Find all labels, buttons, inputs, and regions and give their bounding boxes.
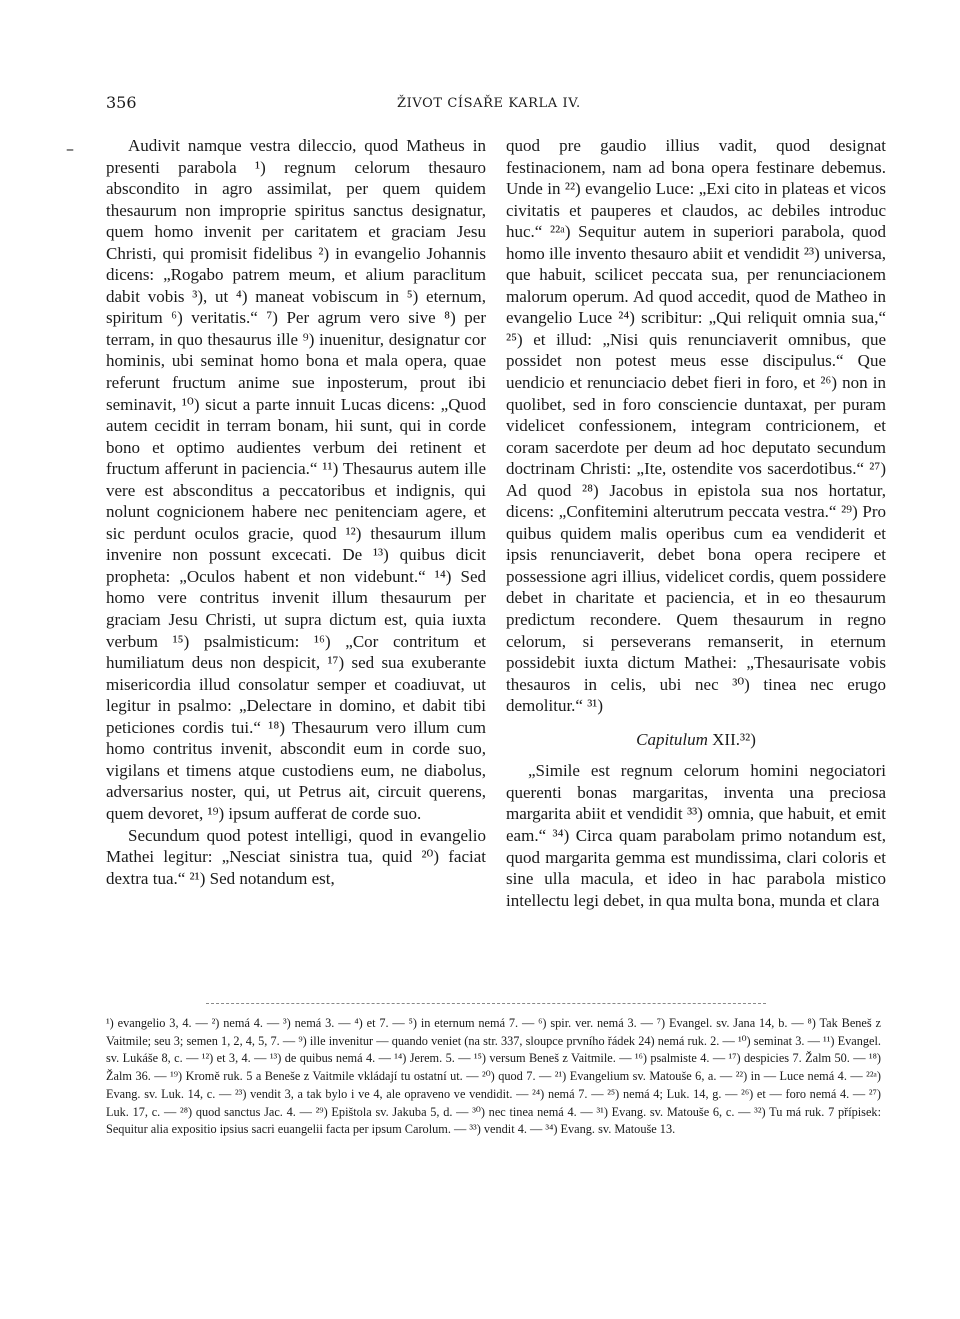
- paragraph-right-1: quod pre gaudio illius vadit, quod designat festinacionem, nam ad bona opera festinare debemus. Unde in ²²) evangelio Luce: „Exi cito in plateas et vicos civitatis et pauperes et claudos, ac debiles introduc huc.“ ²²ᵃ) Sequitur autem in superiori parabola, quod homo ille invento thesauro abiit et vendidit ²³) universa, que habuit, scilicet peccata sua, per renunciacionem malorum operum. Ad quod accedit, quod de Matheo in evangelio Luce ²⁴) scribitur: „Qui reliquit omnia sua,“ ²⁵) et illud: „Nisi quis renunciaverit omnibus, que possidet non potest meus esse discipulus.“ Que uendicio et renunciacio debet fieri in foro, et ²⁶) non in quolibet, sed in foro consciencie duntaxat, per puram videlicet confessionem, integram contricionem, et coram sacerdote per deum ad hoc deputato secundum doctrinam Christi: „Ite, ostendite vos sacerdotibus.“ ²⁷) Ad quod ²⁸) Jacobus in epistola sua nos hortatur, dicens: „Confitemini alterutrum peccata vestra.“ ²⁹) Pro quibus quidem malis operibus cum ea vendiderit et ipsis renunciaverit, debet bona opera recipere et possessione agri illius, videlicet cordis, quem possidere debet in charitate et paciencia, et in eo thesaurum predictum recondere. Quem thesaurum in regno celorum, si perseverans remanserit, in eternum possidebit iuxta dictum Mathei: „Thesaurisate vobis thesauros in celis, ubi nec ³⁰) tinea nec erugo demolitur.“ ³¹): [506, 136, 886, 716]
- footnotes: [106, 1015, 881, 1139]
- chapter-heading: [506, 729, 886, 751]
- paragraph-left-1: Audivit namque vestra dileccio, quod Matheus in presenti parabola ¹) regnum celorum thesauro abscondito in agro assimilat, per quem quidem thesaurum non improprie spiritus sanctus designatur, quem homo invenit per caritatem et graciam Jesu Christi, qui promisit fidelibus ²) in evangelio Johannis dicens: „Rogabo patrem meum, et alium paraclitum dabit vobis ³), ut ⁴) maneat vobiscum in ⁵) eternum, spiritum ⁶) veritatis.“ ⁷) Per agrum vero sive ⁸) per terram, in quo thesaurus ille ⁹) inuenitur, designatur cor hominis, ubi seminat homo bona et mala opera, quae referunt fructum anime sue inposterum, prout ibi seminavit, ¹⁰) sicut a parte innuit Lucas dicens: „Quod autem cecidit in terram bonam, hii sunt, qui in corde bono et optimo audientes verbum dei retinent et fructum afferunt in paciencia.“ ¹¹) Thesaurus autem ille vere est absconditus a peccatoribus et indignis, qui nolunt cognicionem habere nec penitenciam agere, et sic perdunt oculos gracie, quod ¹²) thesaurum illum invenire non possunt excecati. De ¹³) quibus dicit propheta: „Oculos habent et non videbunt.“ ¹⁴) Sed homo vere contritus invenit illum thesaurum per graciam Jesu Christi, ut supra dictum est, quia iuxta verbum ¹⁵) psalmisticum: ¹⁶) „Cor contritum et humiliatum deus non despicit, ¹⁷) sed sua exuberante misericordia illud consolatur semper et coadiuvat, ut legitur in psalmo: „Delectare in domino, et dabit tibi peticiones cordis tui.“ ¹⁸) Thesaurum vero illum cum homo contritus invenit, abscondit eum in corde suo, vigilans et timens atque custodiens eum, ne diabolus, adversarius noster, qui, ut Petrus ait, circuit querens, quem devoret, ¹⁹) ipsum aufferat de corde suo.: [106, 136, 486, 823]
- margin-mark: –: [66, 139, 74, 158]
- paragraph-left-2: Secundum quod potest intelligi, quod in evangelio Mathei legitur: „Nesciat sinistra tua, quid ²⁰) faciat dextra tua.“ ²¹) Sed notandum est,: [106, 825, 486, 888]
- chapter-title: Capitulum: [636, 729, 708, 749]
- paragraph-right-2: „Simile est regnum celorum homini negociatori querenti bonas margaritas, inventa una preciosa margarita abiit et vendidit ³³) omnia, que habuit, et emit eam.“ ³⁴) Circa quam parabolam primo notandum est, quod margarita gemma est mundissima, clari coloris et sine ulla macula, et ideo in hac parabola mistico intellectu legi debet, in qua multa bona, munda et clara: [506, 761, 886, 910]
- footnote-rule: [206, 1003, 766, 1004]
- footnotes-text: ¹) evangelio 3, 4. — ²) nemá 4. — ³) nemá 3. — ⁴) et 7. — ⁵) in eternum nemá 7. — ⁶) spir. ver. nemá 3. — ⁷) Evangel. sv. Jana 14, b. — ⁸) Tak Beneš z Vaitmile; seu 3; semen 1, 2, 4, 5, 7. — ⁹) ille invenitur — quando veniet (na str. 337, sloupce prvního řádek 24) nemá ruk. 2. — ¹⁰) seminat 3. — ¹¹) Evangel. sv. Lukáše 8, c. — ¹²) et 3, 4. — ¹³) de quibus nemá 4. — ¹⁴) Jerem. 5. — ¹⁵) versum Beneš z Vaitmile. — ¹⁶) psalmiste 4. — ¹⁷) despicies 7. Žalm 50. — ¹⁸) Žalm 36. — ¹⁹) Kromě ruk. 5 a Beneše z Vaitmile vkládají tu ostatní ut. — ²⁰) quod 7. — ²¹) Evangelium sv. Matouše 6, a. — ²²) in — Luce nemá 4. — ²²ᵃ) Evang. sv. Luk. 14, c. — ²³) vendit 3, a tak bylo i ve 4, ale opraveno ve vendidit. — ²⁴) nemá 7. — ²⁵) nemá 4; Luk. 14, g. — ²⁶) et — foro nemá 4. — ²⁷) Luk. 17, c. — ²⁸) quod sanctus Jac. 4. — ²⁹) Epištola sv. Jakuba 5, d. — ³⁰) nec tinea nemá 4. — ³¹) Evang. sv. Matouše 6, c. — ³²) Tu má ruk. 7 přípisek: Sequitur alia expositio ipsius sacri euangelii facta per ipsum Carolum. — ³³) vendit 4. — ³⁴) Evang. sv. Matouše 13.: [106, 1016, 881, 1137]
- chapter-number: XII.³²): [712, 729, 756, 749]
- running-title: ŽIVOT CÍSAŘE KARLA IV.: [397, 96, 581, 111]
- left-column: [106, 135, 486, 889]
- right-column: [506, 135, 886, 911]
- page-number: 356: [106, 93, 137, 112]
